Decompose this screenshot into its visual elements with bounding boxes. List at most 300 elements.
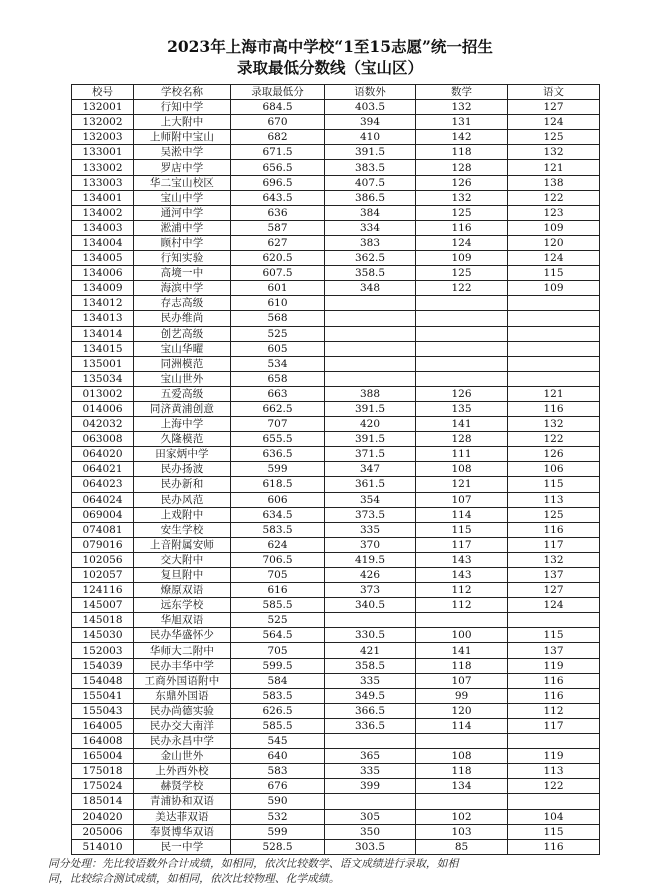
total-3-score-cell: 349.5 bbox=[325, 688, 416, 703]
table-row bbox=[72, 311, 600, 326]
school-code-cell: 124116 bbox=[72, 583, 134, 598]
total-3-score-cell: 391.5 bbox=[325, 432, 416, 447]
min-score-cell: 587 bbox=[231, 220, 325, 235]
math-score-cell: 100 bbox=[416, 628, 508, 643]
min-score-cell: 616 bbox=[231, 583, 325, 598]
school-name-cell: 民办华盛怀少 bbox=[134, 628, 231, 643]
school-code-cell: 145007 bbox=[72, 598, 134, 613]
table-row bbox=[72, 115, 600, 130]
min-score-cell: 640 bbox=[231, 749, 325, 764]
total-3-score-cell: 399 bbox=[325, 779, 416, 794]
chinese-score-cell: 127 bbox=[508, 100, 600, 115]
table-row bbox=[72, 703, 600, 718]
math-score-cell: 134 bbox=[416, 779, 508, 794]
min-score-cell: 706.5 bbox=[231, 552, 325, 567]
total-3-score-cell: 305 bbox=[325, 809, 416, 824]
school-code-cell: 165004 bbox=[72, 749, 134, 764]
school-code-cell: 135001 bbox=[72, 356, 134, 371]
min-score-cell: 618.5 bbox=[231, 477, 325, 492]
total-3-score-cell: 421 bbox=[325, 643, 416, 658]
school-name-cell: 工商外国语附中 bbox=[134, 673, 231, 688]
total-3-score-cell bbox=[325, 794, 416, 809]
school-code-cell: 133002 bbox=[72, 160, 134, 175]
math-score-cell: 103 bbox=[416, 824, 508, 839]
chinese-score-cell: 109 bbox=[508, 281, 600, 296]
min-score-cell: 605 bbox=[231, 341, 325, 356]
school-name-cell: 通河中学 bbox=[134, 205, 231, 220]
chinese-score-cell: 137 bbox=[508, 568, 600, 583]
math-score-cell: 125 bbox=[416, 266, 508, 281]
school-name-cell: 民办新和 bbox=[134, 477, 231, 492]
min-score-cell: 610 bbox=[231, 296, 325, 311]
min-score-cell: 634.5 bbox=[231, 507, 325, 522]
school-code-cell: 134015 bbox=[72, 341, 134, 356]
school-name-cell: 存志高级 bbox=[134, 296, 231, 311]
math-score-cell: 85 bbox=[416, 839, 508, 854]
chinese-score-cell bbox=[508, 371, 600, 386]
chinese-score-cell bbox=[508, 326, 600, 341]
chinese-score-cell: 115 bbox=[508, 266, 600, 281]
chinese-score-cell: 123 bbox=[508, 205, 600, 220]
total-3-score-cell: 384 bbox=[325, 205, 416, 220]
table-row bbox=[72, 447, 600, 462]
total-3-score-cell: 335 bbox=[325, 673, 416, 688]
total-3-score-cell bbox=[325, 734, 416, 749]
math-score-cell bbox=[416, 794, 508, 809]
table-row bbox=[72, 507, 600, 522]
total-3-score-cell: 373.5 bbox=[325, 507, 416, 522]
chinese-score-cell: 124 bbox=[508, 251, 600, 266]
table-row bbox=[72, 492, 600, 507]
school-code-cell: 013002 bbox=[72, 386, 134, 401]
math-score-cell: 143 bbox=[416, 552, 508, 567]
column-header-code: 校号 bbox=[72, 85, 134, 100]
math-score-cell: 118 bbox=[416, 764, 508, 779]
min-score-cell: 662.5 bbox=[231, 401, 325, 416]
school-code-cell: 064023 bbox=[72, 477, 134, 492]
min-score-cell: 606 bbox=[231, 492, 325, 507]
school-name-cell: 美达菲双语 bbox=[134, 809, 231, 824]
total-3-score-cell bbox=[325, 296, 416, 311]
document-title: 2023年上海市高中学校“1至15志愿”统一招生 bbox=[167, 37, 493, 56]
min-score-cell: 585.5 bbox=[231, 598, 325, 613]
table-row bbox=[72, 356, 600, 371]
school-code-cell: 074081 bbox=[72, 522, 134, 537]
math-score-cell: 108 bbox=[416, 462, 508, 477]
table-row bbox=[72, 809, 600, 824]
column-header-math: 数学 bbox=[416, 85, 508, 100]
school-code-cell: 134001 bbox=[72, 190, 134, 205]
total-3-score-cell: 335 bbox=[325, 522, 416, 537]
math-score-cell: 142 bbox=[416, 130, 508, 145]
school-name-cell: 东鼎外国语 bbox=[134, 688, 231, 703]
min-score-cell: 670 bbox=[231, 115, 325, 130]
math-score-cell bbox=[416, 311, 508, 326]
math-score-cell: 125 bbox=[416, 205, 508, 220]
table-row bbox=[72, 235, 600, 250]
school-name-cell: 民办尚德实验 bbox=[134, 703, 231, 718]
math-score-cell: 114 bbox=[416, 718, 508, 733]
total-3-score-cell: 394 bbox=[325, 115, 416, 130]
min-score-cell: 655.5 bbox=[231, 432, 325, 447]
chinese-score-cell: 112 bbox=[508, 703, 600, 718]
min-score-cell: 658 bbox=[231, 371, 325, 386]
school-code-cell: 134014 bbox=[72, 326, 134, 341]
table-row bbox=[72, 537, 600, 552]
total-3-score-cell bbox=[325, 311, 416, 326]
school-name-cell: 金山世外 bbox=[134, 749, 231, 764]
chinese-score-cell: 109 bbox=[508, 220, 600, 235]
chinese-score-cell: 124 bbox=[508, 115, 600, 130]
math-score-cell bbox=[416, 734, 508, 749]
total-3-score-cell bbox=[325, 613, 416, 628]
chinese-score-cell: 122 bbox=[508, 779, 600, 794]
table-row bbox=[72, 839, 600, 854]
school-name-cell: 赫贤学校 bbox=[134, 779, 231, 794]
total-3-score-cell: 391.5 bbox=[325, 401, 416, 416]
math-score-cell: 115 bbox=[416, 522, 508, 537]
school-name-cell: 复旦附中 bbox=[134, 568, 231, 583]
math-score-cell: 108 bbox=[416, 749, 508, 764]
math-score-cell: 128 bbox=[416, 432, 508, 447]
math-score-cell: 132 bbox=[416, 190, 508, 205]
min-score-cell: 583.5 bbox=[231, 688, 325, 703]
total-3-score-cell: 340.5 bbox=[325, 598, 416, 613]
school-name-cell: 高境一中 bbox=[134, 266, 231, 281]
chinese-score-cell: 126 bbox=[508, 447, 600, 462]
tie-break-note bbox=[48, 856, 628, 886]
school-code-cell: 164008 bbox=[72, 734, 134, 749]
chinese-score-cell: 122 bbox=[508, 432, 600, 447]
note-line: 同分处理：先比较语数外合计成绩，如相同，依次比较数学、语文成绩进行录取，如相 bbox=[48, 857, 459, 870]
chinese-score-cell: 119 bbox=[508, 658, 600, 673]
table-row bbox=[72, 371, 600, 386]
total-3-score-cell: 358.5 bbox=[325, 266, 416, 281]
table-row bbox=[72, 100, 600, 115]
chinese-score-cell: 117 bbox=[508, 718, 600, 733]
table-row bbox=[72, 296, 600, 311]
min-score-cell: 663 bbox=[231, 386, 325, 401]
school-code-cell: 154039 bbox=[72, 658, 134, 673]
chinese-score-cell: 117 bbox=[508, 537, 600, 552]
school-code-cell: 134013 bbox=[72, 311, 134, 326]
min-score-cell: 599 bbox=[231, 462, 325, 477]
total-3-score-cell: 354 bbox=[325, 492, 416, 507]
total-3-score-cell: 370 bbox=[325, 537, 416, 552]
math-score-cell: 107 bbox=[416, 673, 508, 688]
table-row bbox=[72, 779, 600, 794]
table-row bbox=[72, 175, 600, 190]
math-score-cell: 107 bbox=[416, 492, 508, 507]
math-score-cell: 112 bbox=[416, 583, 508, 598]
math-score-cell: 116 bbox=[416, 220, 508, 235]
table-row bbox=[72, 673, 600, 688]
school-code-cell: 079016 bbox=[72, 537, 134, 552]
school-name-cell: 上音附属安师 bbox=[134, 537, 231, 552]
min-score-cell: 696.5 bbox=[231, 175, 325, 190]
school-name-cell: 上外西外校 bbox=[134, 764, 231, 779]
total-3-score-cell: 383.5 bbox=[325, 160, 416, 175]
school-name-cell: 远东学校 bbox=[134, 598, 231, 613]
school-name-cell: 顾村中学 bbox=[134, 235, 231, 250]
total-3-score-cell: 403.5 bbox=[325, 100, 416, 115]
school-code-cell: 175024 bbox=[72, 779, 134, 794]
chinese-score-cell: 132 bbox=[508, 552, 600, 567]
school-name-cell: 吴淞中学 bbox=[134, 145, 231, 160]
school-code-cell: 134009 bbox=[72, 281, 134, 296]
chinese-score-cell: 116 bbox=[508, 688, 600, 703]
total-3-score-cell: 334 bbox=[325, 220, 416, 235]
score-table-body bbox=[72, 100, 600, 855]
school-code-cell: 145030 bbox=[72, 628, 134, 643]
column-header-total-3: 语数外 bbox=[325, 85, 416, 100]
school-name-cell: 宝山华曜 bbox=[134, 341, 231, 356]
min-score-cell: 676 bbox=[231, 779, 325, 794]
total-3-score-cell: 358.5 bbox=[325, 658, 416, 673]
math-score-cell: 126 bbox=[416, 386, 508, 401]
total-3-score-cell: 388 bbox=[325, 386, 416, 401]
table-row bbox=[72, 417, 600, 432]
math-score-cell bbox=[416, 371, 508, 386]
table-row bbox=[72, 477, 600, 492]
school-code-cell: 155043 bbox=[72, 703, 134, 718]
school-code-cell: 154048 bbox=[72, 673, 134, 688]
document-subtitle: 录取最低分数线（宝山区） bbox=[236, 58, 423, 77]
min-score-cell: 564.5 bbox=[231, 628, 325, 643]
table-row bbox=[72, 462, 600, 477]
chinese-score-cell: 113 bbox=[508, 764, 600, 779]
math-score-cell bbox=[416, 326, 508, 341]
chinese-score-cell: 132 bbox=[508, 417, 600, 432]
school-name-cell: 华师大二附中 bbox=[134, 643, 231, 658]
school-name-cell: 安生学校 bbox=[134, 522, 231, 537]
table-row bbox=[72, 824, 600, 839]
total-3-score-cell bbox=[325, 341, 416, 356]
table-row bbox=[72, 130, 600, 145]
total-3-score-cell bbox=[325, 356, 416, 371]
total-3-score-cell: 365 bbox=[325, 749, 416, 764]
math-score-cell: 114 bbox=[416, 507, 508, 522]
school-code-cell: 063008 bbox=[72, 432, 134, 447]
chinese-score-cell: 104 bbox=[508, 809, 600, 824]
math-score-cell: 131 bbox=[416, 115, 508, 130]
table-row bbox=[72, 688, 600, 703]
min-score-cell: 656.5 bbox=[231, 160, 325, 175]
chinese-score-cell bbox=[508, 794, 600, 809]
table-row bbox=[72, 190, 600, 205]
school-code-cell: 014006 bbox=[72, 401, 134, 416]
min-score-cell: 528.5 bbox=[231, 839, 325, 854]
min-score-cell: 525 bbox=[231, 326, 325, 341]
min-score-cell: 682 bbox=[231, 130, 325, 145]
min-score-cell: 707 bbox=[231, 417, 325, 432]
chinese-score-cell: 115 bbox=[508, 824, 600, 839]
table-row bbox=[72, 220, 600, 235]
math-score-cell: 120 bbox=[416, 703, 508, 718]
math-score-cell: 112 bbox=[416, 598, 508, 613]
min-score-cell: 583 bbox=[231, 764, 325, 779]
math-score-cell: 122 bbox=[416, 281, 508, 296]
chinese-score-cell: 115 bbox=[508, 628, 600, 643]
min-score-cell: 525 bbox=[231, 613, 325, 628]
total-3-score-cell: 426 bbox=[325, 568, 416, 583]
school-name-cell: 海滨中学 bbox=[134, 281, 231, 296]
total-3-score-cell: 386.5 bbox=[325, 190, 416, 205]
min-score-cell: 590 bbox=[231, 794, 325, 809]
school-code-cell: 134006 bbox=[72, 266, 134, 281]
min-score-cell: 601 bbox=[231, 281, 325, 296]
total-3-score-cell: 391.5 bbox=[325, 145, 416, 160]
school-name-cell: 宝山中学 bbox=[134, 190, 231, 205]
school-name-cell: 民办交大南洋 bbox=[134, 718, 231, 733]
table-row bbox=[72, 718, 600, 733]
total-3-score-cell: 348 bbox=[325, 281, 416, 296]
table-row bbox=[72, 794, 600, 809]
table-row bbox=[72, 764, 600, 779]
math-score-cell: 126 bbox=[416, 175, 508, 190]
table-row bbox=[72, 643, 600, 658]
column-header-min-score: 录取最低分 bbox=[231, 85, 325, 100]
table-row bbox=[72, 401, 600, 416]
chinese-score-cell bbox=[508, 613, 600, 628]
school-code-cell: 152003 bbox=[72, 643, 134, 658]
header-row bbox=[72, 85, 600, 100]
table-row bbox=[72, 583, 600, 598]
school-code-cell: 132001 bbox=[72, 100, 134, 115]
school-code-cell: 134002 bbox=[72, 205, 134, 220]
min-score-cell: 585.5 bbox=[231, 718, 325, 733]
total-3-score-cell: 362.5 bbox=[325, 251, 416, 266]
table-row bbox=[72, 386, 600, 401]
school-code-cell: 064021 bbox=[72, 462, 134, 477]
math-score-cell: 118 bbox=[416, 658, 508, 673]
math-score-cell: 99 bbox=[416, 688, 508, 703]
chinese-score-cell: 106 bbox=[508, 462, 600, 477]
school-code-cell: 064020 bbox=[72, 447, 134, 462]
school-code-cell: 134004 bbox=[72, 235, 134, 250]
chinese-score-cell: 121 bbox=[508, 386, 600, 401]
math-score-cell: 102 bbox=[416, 809, 508, 824]
school-code-cell: 204020 bbox=[72, 809, 134, 824]
score-table bbox=[71, 84, 600, 855]
chinese-score-cell: 137 bbox=[508, 643, 600, 658]
total-3-score-cell: 303.5 bbox=[325, 839, 416, 854]
chinese-score-cell: 127 bbox=[508, 583, 600, 598]
table-row bbox=[72, 749, 600, 764]
total-3-score-cell: 373 bbox=[325, 583, 416, 598]
table-row bbox=[72, 251, 600, 266]
chinese-score-cell: 116 bbox=[508, 673, 600, 688]
school-code-cell: 514010 bbox=[72, 839, 134, 854]
min-score-cell: 705 bbox=[231, 568, 325, 583]
school-name-cell: 同济黄浦创意 bbox=[134, 401, 231, 416]
total-3-score-cell: 361.5 bbox=[325, 477, 416, 492]
school-name-cell: 上海中学 bbox=[134, 417, 231, 432]
table-row bbox=[72, 326, 600, 341]
total-3-score-cell: 330.5 bbox=[325, 628, 416, 643]
table-row bbox=[72, 266, 600, 281]
table-row bbox=[72, 160, 600, 175]
table-row bbox=[72, 432, 600, 447]
school-code-cell: 102056 bbox=[72, 552, 134, 567]
total-3-score-cell bbox=[325, 371, 416, 386]
math-score-cell: 117 bbox=[416, 537, 508, 552]
math-score-cell: 111 bbox=[416, 447, 508, 462]
school-code-cell: 102057 bbox=[72, 568, 134, 583]
school-code-cell: 133003 bbox=[72, 175, 134, 190]
min-score-cell: 671.5 bbox=[231, 145, 325, 160]
chinese-score-cell bbox=[508, 734, 600, 749]
school-name-cell: 民一中学 bbox=[134, 839, 231, 854]
chinese-score-cell: 116 bbox=[508, 839, 600, 854]
school-name-cell: 奉贤博华双语 bbox=[134, 824, 231, 839]
chinese-score-cell: 121 bbox=[508, 160, 600, 175]
table-row bbox=[72, 145, 600, 160]
school-code-cell: 135034 bbox=[72, 371, 134, 386]
min-score-cell: 684.5 bbox=[231, 100, 325, 115]
school-code-cell: 164005 bbox=[72, 718, 134, 733]
min-score-cell: 599 bbox=[231, 824, 325, 839]
school-name-cell: 青浦协和双语 bbox=[134, 794, 231, 809]
min-score-cell: 627 bbox=[231, 235, 325, 250]
math-score-cell: 141 bbox=[416, 643, 508, 658]
math-score-cell: 109 bbox=[416, 251, 508, 266]
math-score-cell: 118 bbox=[416, 145, 508, 160]
total-3-score-cell: 335 bbox=[325, 764, 416, 779]
table-row bbox=[72, 734, 600, 749]
school-name-cell: 久隆模范 bbox=[134, 432, 231, 447]
school-name-cell: 行知实验 bbox=[134, 251, 231, 266]
math-score-cell bbox=[416, 341, 508, 356]
total-3-score-cell: 419.5 bbox=[325, 552, 416, 567]
table-row bbox=[72, 613, 600, 628]
math-score-cell: 128 bbox=[416, 160, 508, 175]
chinese-score-cell: 122 bbox=[508, 190, 600, 205]
min-score-cell: 620.5 bbox=[231, 251, 325, 266]
total-3-score-cell: 410 bbox=[325, 130, 416, 145]
total-3-score-cell: 347 bbox=[325, 462, 416, 477]
school-name-cell: 创艺高级 bbox=[134, 326, 231, 341]
school-name-cell: 淞浦中学 bbox=[134, 220, 231, 235]
min-score-cell: 636.5 bbox=[231, 447, 325, 462]
school-name-cell: 田家炳中学 bbox=[134, 447, 231, 462]
math-score-cell: 135 bbox=[416, 401, 508, 416]
min-score-cell: 534 bbox=[231, 356, 325, 371]
min-score-cell: 583.5 bbox=[231, 522, 325, 537]
min-score-cell: 599.5 bbox=[231, 658, 325, 673]
school-name-cell: 民办丰华中学 bbox=[134, 658, 231, 673]
min-score-cell: 636 bbox=[231, 205, 325, 220]
school-name-cell: 民办维尚 bbox=[134, 311, 231, 326]
math-score-cell: 132 bbox=[416, 100, 508, 115]
school-name-cell: 燎原双语 bbox=[134, 583, 231, 598]
math-score-cell: 143 bbox=[416, 568, 508, 583]
total-3-score-cell: 350 bbox=[325, 824, 416, 839]
school-code-cell: 155041 bbox=[72, 688, 134, 703]
chinese-score-cell bbox=[508, 356, 600, 371]
chinese-score-cell: 125 bbox=[508, 130, 600, 145]
min-score-cell: 705 bbox=[231, 643, 325, 658]
chinese-score-cell bbox=[508, 296, 600, 311]
school-code-cell: 134003 bbox=[72, 220, 134, 235]
table-row bbox=[72, 205, 600, 220]
column-header-school: 学校名称 bbox=[134, 85, 231, 100]
note-line: 同，比较综合测试成绩，如相同，依次比较物理、化学成绩。 bbox=[48, 872, 340, 885]
school-name-cell: 同洲模范 bbox=[134, 356, 231, 371]
table-row bbox=[72, 658, 600, 673]
school-code-cell: 132003 bbox=[72, 130, 134, 145]
total-3-score-cell: 383 bbox=[325, 235, 416, 250]
